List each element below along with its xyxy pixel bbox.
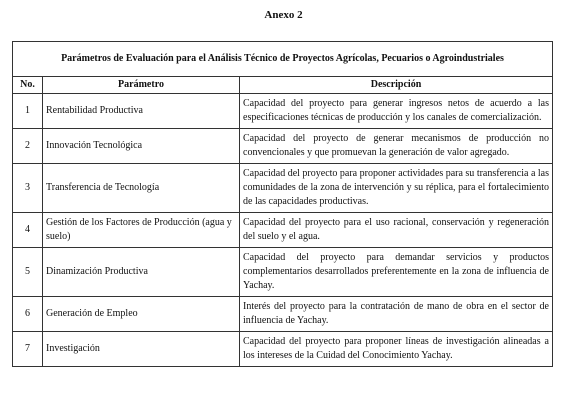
table-row	[13, 248, 553, 297]
row-number: 2	[13, 129, 43, 164]
row-number: 6	[13, 297, 43, 332]
table-row	[13, 213, 553, 248]
row-description: Capacidad del proyecto de generar mecanismos de producción no convencionales y que promuevan la generación de valor agregado.	[240, 129, 553, 164]
table-row	[13, 297, 553, 332]
row-parameter: Innovación Tecnológica	[43, 129, 240, 164]
row-number: 7	[13, 332, 43, 367]
table-row	[13, 164, 553, 213]
column-header-parameter: Parámetro	[43, 77, 240, 94]
row-parameter: Investigación	[43, 332, 240, 367]
row-parameter: Dinamización Productiva	[43, 248, 240, 297]
row-description: Capacidad del proyecto para proponer actividades para su transferencia a las comunidades de la zona de intervención y su réplica, para el fortalecimiento de las capacidades productivas.	[240, 164, 553, 213]
row-description: Interés del proyecto para la contratación de mano de obra en el sector de influencia de Yachay.	[240, 297, 553, 332]
row-parameter: Generación de Empleo	[43, 297, 240, 332]
row-number: 4	[13, 213, 43, 248]
column-header-no: No.	[13, 77, 43, 94]
table-row	[13, 129, 553, 164]
row-description: Capacidad del proyecto para proponer líneas de investigación alineadas a los intereses de la Cuidad del Conocimiento Yachay.	[240, 332, 553, 367]
row-number: 3	[13, 164, 43, 213]
row-parameter: Rentabilidad Productiva	[43, 94, 240, 129]
row-number: 1	[13, 94, 43, 129]
row-description: Capacidad del proyecto para el uso racional, conservación y regeneración del suelo y el agua.	[240, 213, 553, 248]
table-title: Parámetros de Evaluación para el Análisis Técnico de Proyectos Agrícolas, Pecuarios o Agroindustriales	[13, 42, 553, 77]
annex-heading: Anexo 2	[264, 9, 303, 21]
row-description: Capacidad del proyecto para generar ingresos netos de acuerdo a las especificaciones técnicas de producción y los canales de comercialización.	[240, 94, 553, 129]
row-parameter: Transferencia de Tecnología	[43, 164, 240, 213]
row-description: Capacidad del proyecto para demandar servicios y productos complementarios desarrollados preferentemente en la zona de influencia de Yachay.	[240, 248, 553, 297]
table-header-row	[13, 77, 553, 94]
table-title-row	[13, 42, 553, 77]
evaluation-parameters-table	[12, 41, 553, 367]
row-number: 5	[13, 248, 43, 297]
column-header-description: Descripción	[240, 77, 553, 94]
row-parameter: Gestión de los Factores de Producción (agua y suelo)	[43, 213, 240, 248]
table-row	[13, 332, 553, 367]
table-row	[13, 94, 553, 129]
